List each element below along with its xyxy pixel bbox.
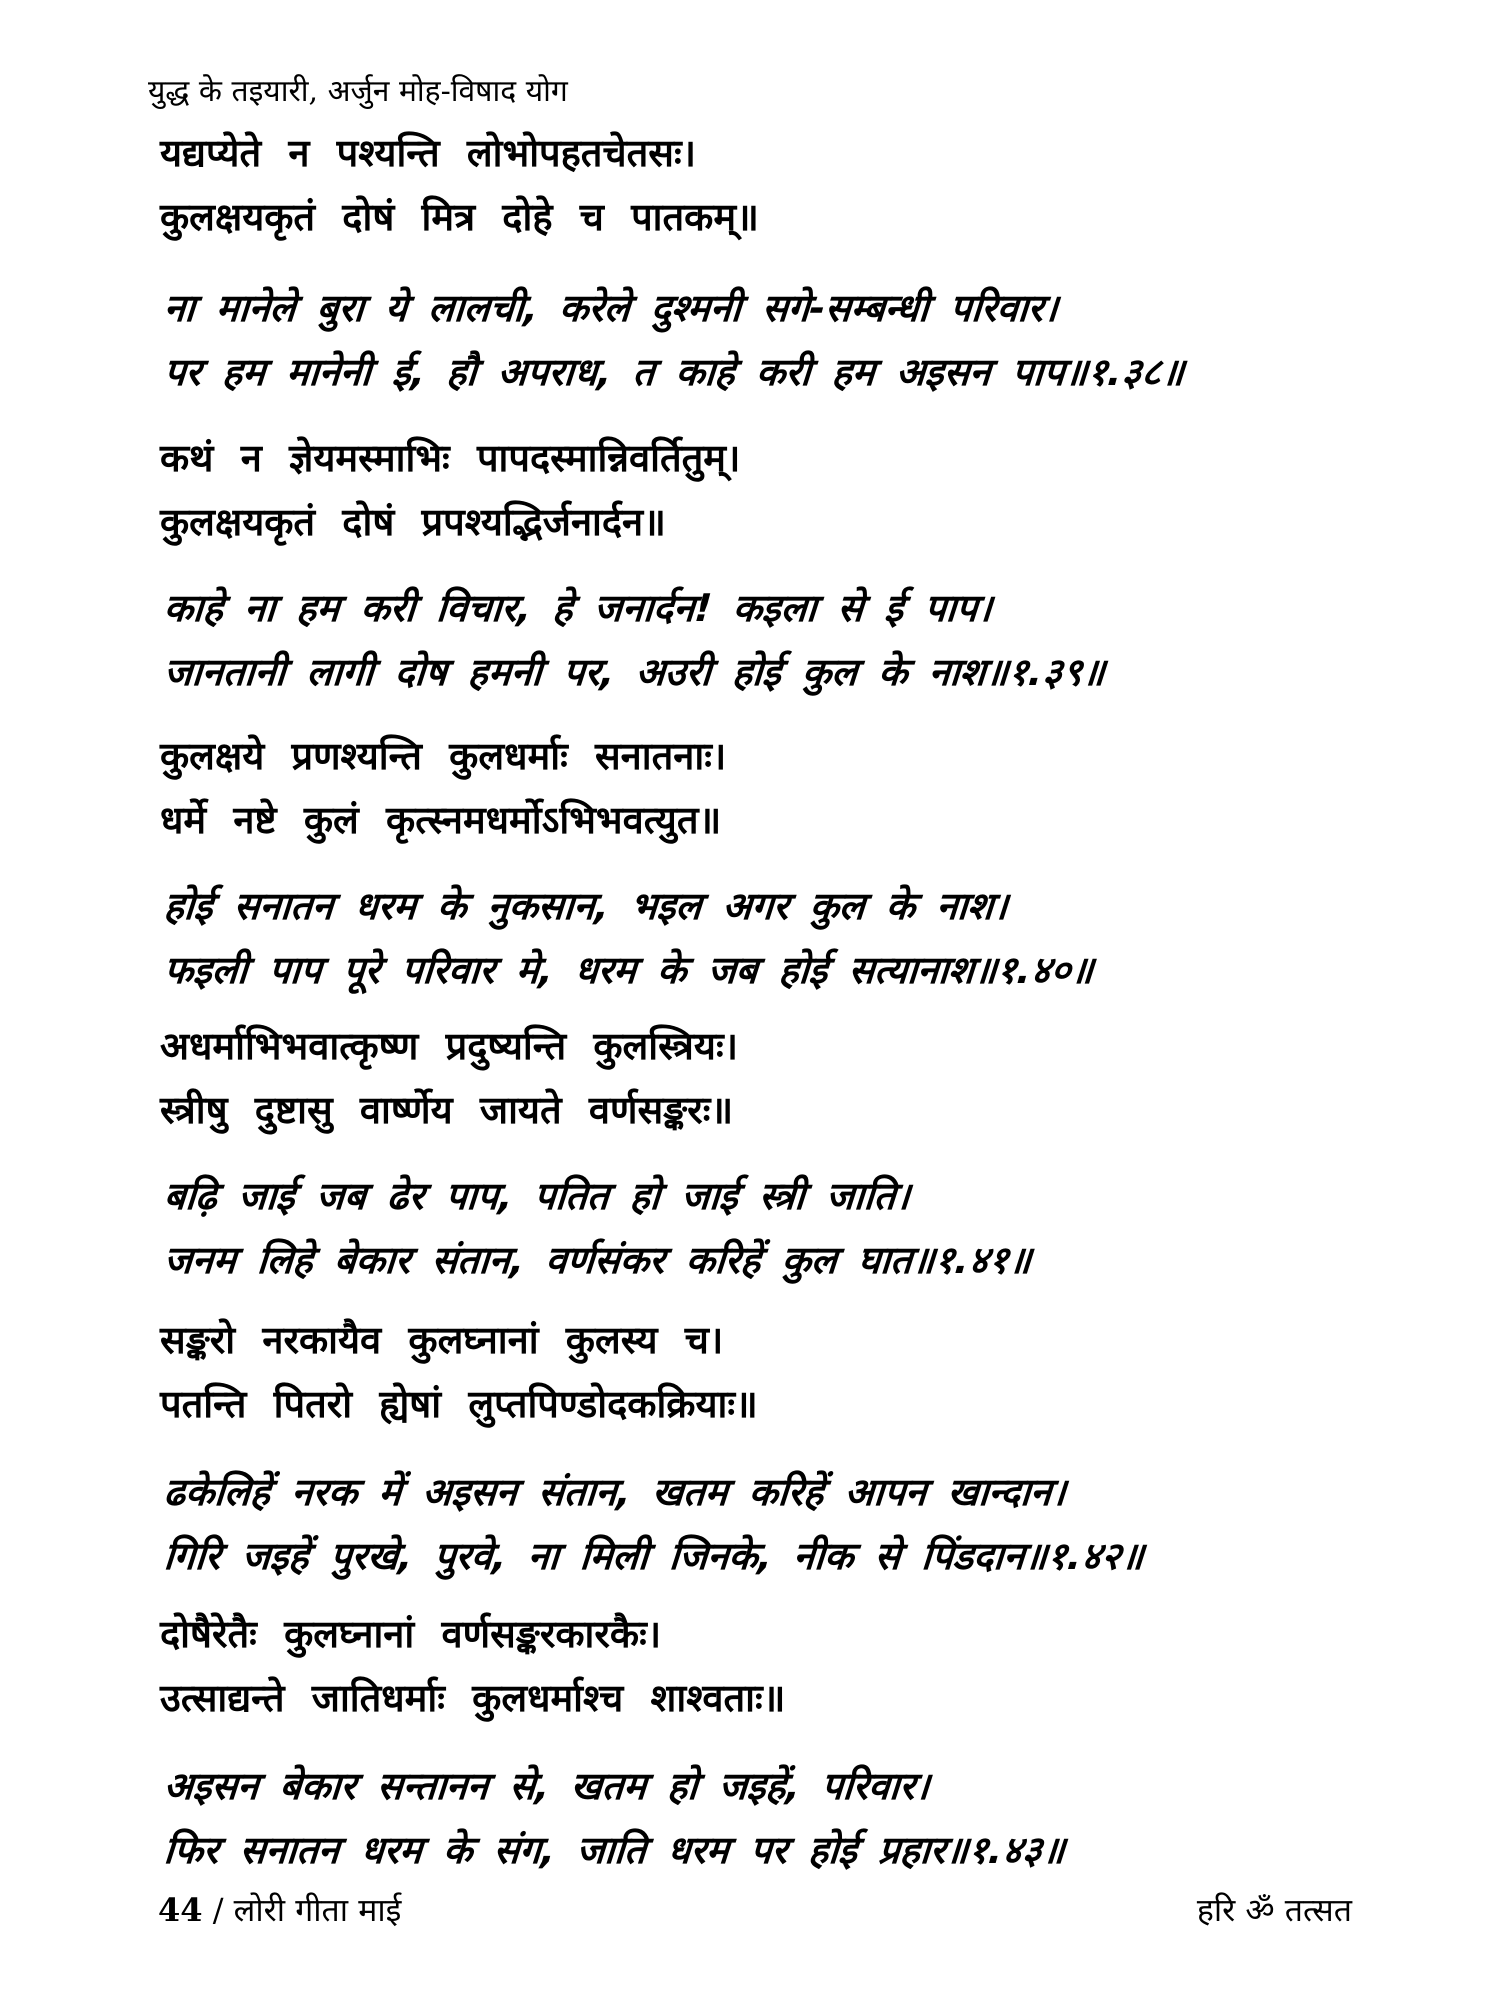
translation-line: ढकेलिहें नरक में अइसन संतान, खतम करिहें आपन खान्दान।: [162, 1470, 1068, 1514]
translation-line: पर हम मानेनी ई, हौ अपराध, त काहे करी हम अइसन पाप॥१.३८॥: [162, 350, 1186, 394]
translation-line: फिर सनातन धरम के संग, जाति धरम पर होई प्रहार॥१.४३॥: [162, 1828, 1067, 1872]
translation-line: ना मानेले बुरा ये लालची, करेले दुश्मनी सगे-सम्बन्धी परिवार।: [162, 286, 1060, 330]
sanskrit-line: धर्मे नष्टे कुलं कृत्स्नमधर्मोऽभिभवत्युत॥: [160, 798, 722, 842]
sanskrit-line: दोषैरेतैः कुलघ्नानां वर्णसङ्करकारकैः।: [160, 1612, 662, 1656]
sanskrit-line: उत्साद्यन्ते जातिधर्माः कुलधर्माश्च शाश्वताः॥: [160, 1676, 786, 1720]
sanskrit-line: यद्यप्येते न पश्यन्ति लोभोपहतचेतसः।: [160, 131, 697, 175]
translation-line: काहे ना हम करी विचार, हे जनार्दन! कइला से ई पाप।: [162, 586, 994, 630]
sanskrit-line: कथं न ज्ञेयमस्माभिः पापदस्मान्निवर्तितुम्।: [160, 436, 741, 480]
sanskrit-line: सङ्करो नरकायैव कुलघ्नानां कुलस्य च।: [160, 1318, 724, 1362]
translation-line: जानतानी लागी दोष हमनी पर, अउरी होई कुल के नाश॥१.३९॥: [162, 650, 1107, 694]
translation-line: जनम लिहे बेकार संतान, वर्णसंकर करिहें कुल घात॥१.४१॥: [162, 1238, 1033, 1282]
footer-separator: /: [212, 1891, 224, 1929]
sanskrit-line: कुलक्षयकृतं दोषं प्रपश्यद्भिर्जनार्दन॥: [160, 500, 666, 544]
sanskrit-line: कुलक्षयकृतं दोषं मित्र दोहे च पातकम्॥: [160, 195, 759, 239]
sanskrit-line: कुलक्षये प्रणश्यन्ति कुलधर्माः सनातनाः।: [160, 734, 727, 778]
book-title: लोरी गीता माई: [233, 1891, 402, 1929]
page-footer-right: हरि ॐ तत्सत: [1196, 1891, 1352, 1929]
page-footer-left: [158, 1888, 401, 1932]
translation-line: गिरि जइहें पुरखे, पुरवे, ना मिली जिनके, नीक से पिंडदान॥१.४२॥: [162, 1534, 1146, 1578]
translation-line: फइली पाप पूरे परिवार मे, धरम के जब होई सत्यानाश॥१.४०॥: [162, 948, 1095, 992]
running-header: युद्ध के तइयारी, अर्जुन मोह-विषाद योग: [148, 74, 568, 109]
translation-line: बढ़ि जाई जब ढेर पाप, पतित हो जाई स्त्री जाति।: [162, 1174, 912, 1218]
sanskrit-line: स्त्रीषु दुष्टासु वार्ष्णेय जायते वर्णसङ्करः॥: [160, 1088, 734, 1132]
page-number: 44: [158, 1891, 203, 1929]
sanskrit-line: अधर्माभिभवात्कृष्ण प्रदुष्यन्ति कुलस्त्रियः।: [160, 1024, 739, 1068]
sanskrit-line: पतन्ति पितरो ह्येषां लुप्तपिण्डोदकक्रियाः॥: [160, 1382, 758, 1426]
translation-line: अइसन बेकार सन्तानन से, खतम हो जइहें, परिवार।: [162, 1764, 931, 1808]
translation-line: होई सनातन धरम के नुकसान, भइल अगर कुल के नाश।: [162, 884, 1010, 928]
